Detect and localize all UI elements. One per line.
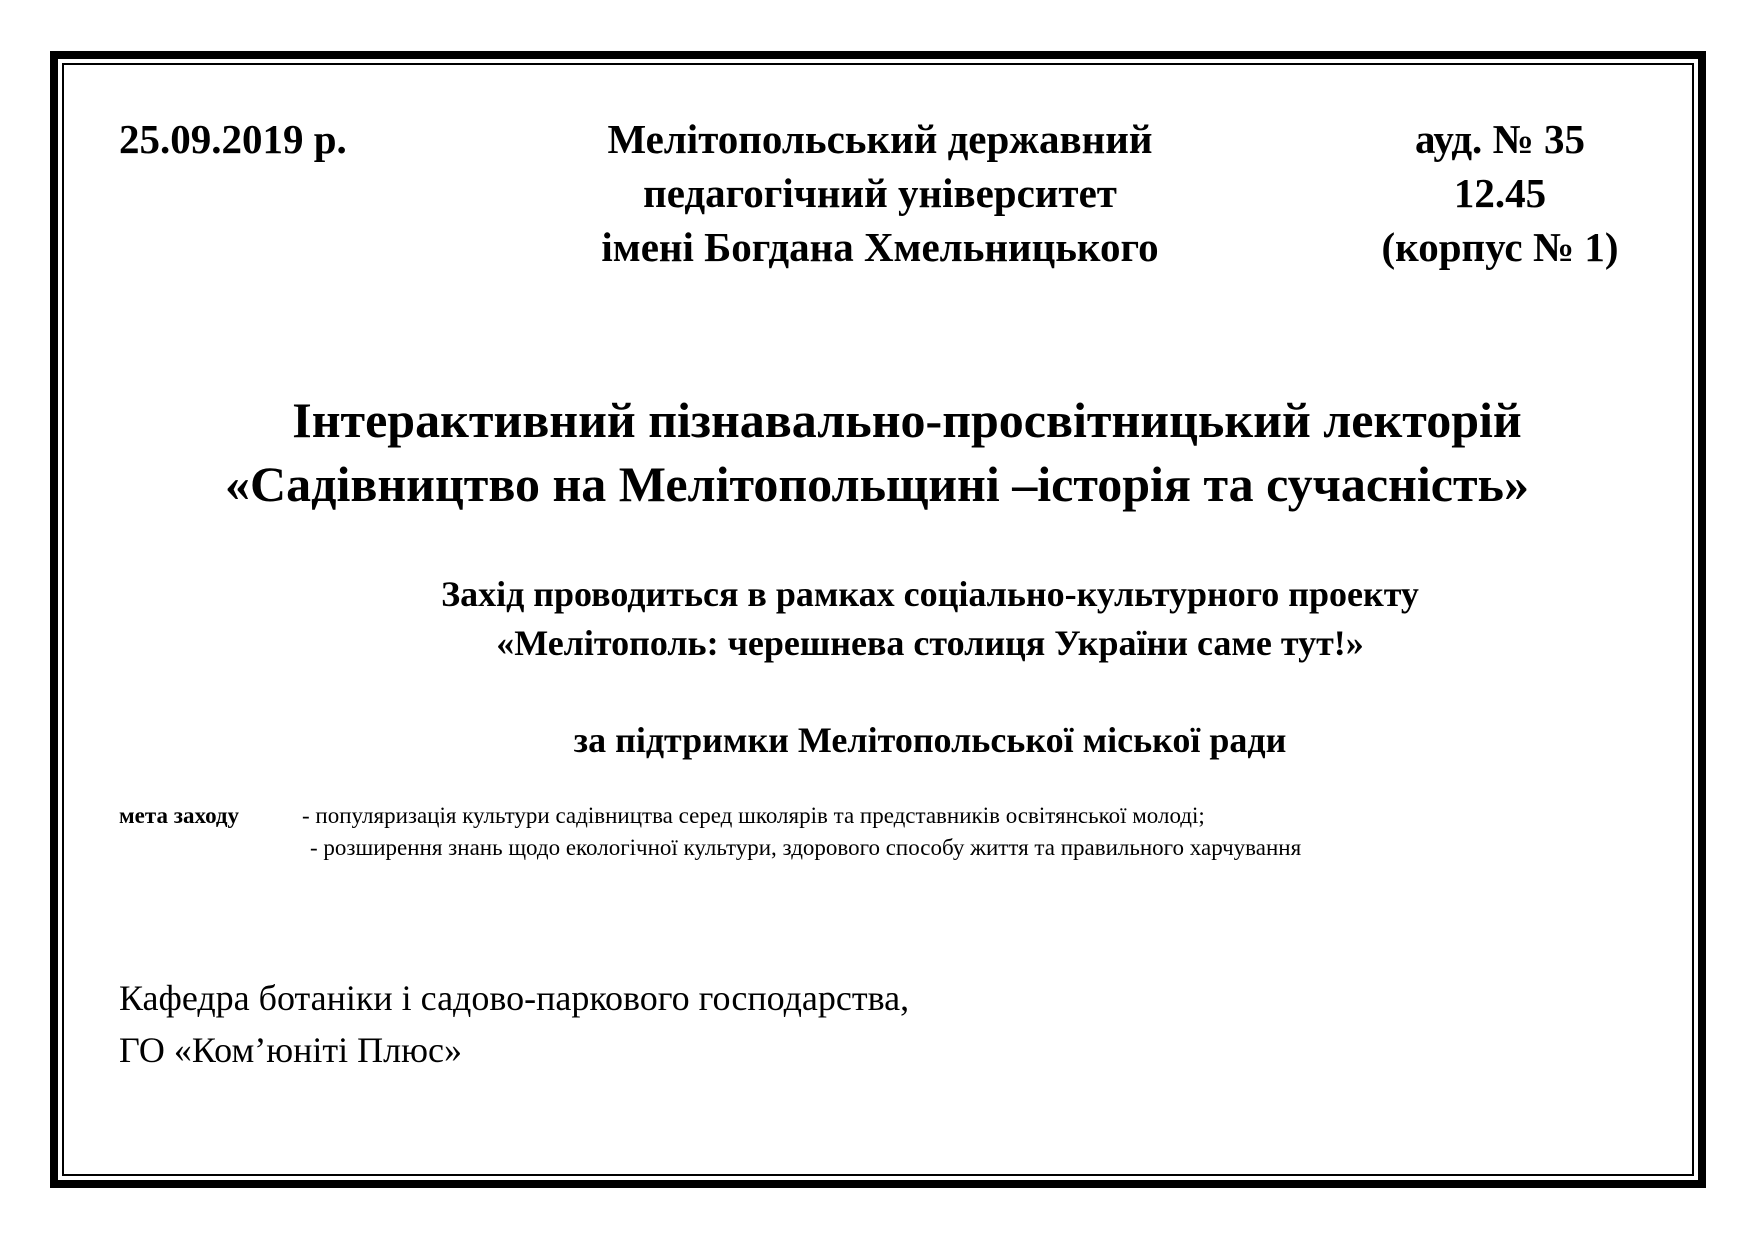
venue-info — [1330, 112, 1670, 274]
project-info — [160, 570, 1700, 668]
goal-item-1: - популяризація культури садівництва серед школярів та представників освітянської молоді; — [302, 803, 1205, 828]
event-date: 25.09.2019 р. — [119, 116, 347, 162]
organizer-department: Кафедра ботаніки і садово-паркового господарства, — [119, 978, 910, 1018]
goal-item-2: - розширення знань щодо екологічної культури, здорового способу життя та правильного харчування — [310, 835, 1302, 860]
university-line-1: Мелітопольський державний — [607, 116, 1153, 162]
university-name — [530, 112, 1230, 274]
venue-time: 12.45 — [1453, 170, 1547, 216]
event-title — [90, 388, 1664, 516]
organizer-ngo: ГО «Ком’юніті Плюс» — [119, 1030, 462, 1070]
support-line: за підтримки Мелітопольської міської ради — [573, 720, 1287, 760]
university-line-2: педагогічний університет — [643, 170, 1117, 216]
project-line-2: «Мелітополь: черешнева столиця України саме тут!» — [496, 623, 1364, 663]
venue-room: ауд. № 35 — [1414, 116, 1586, 162]
university-line-3: імені Богдана Хмельницького — [601, 224, 1159, 270]
organizers — [119, 972, 909, 1076]
event-title-line-1: Інтерактивний пізнавально-просвітницький лекторій — [292, 392, 1522, 448]
venue-building: (корпус № 1) — [1381, 224, 1619, 270]
project-line-1: Захід проводиться в рамках соціально-культурного проекту — [441, 574, 1419, 614]
goal-label: мета заходу — [119, 803, 240, 828]
event-title-line-2: «Садівництво на Мелітопольщині –історія та сучасність» — [225, 456, 1529, 512]
